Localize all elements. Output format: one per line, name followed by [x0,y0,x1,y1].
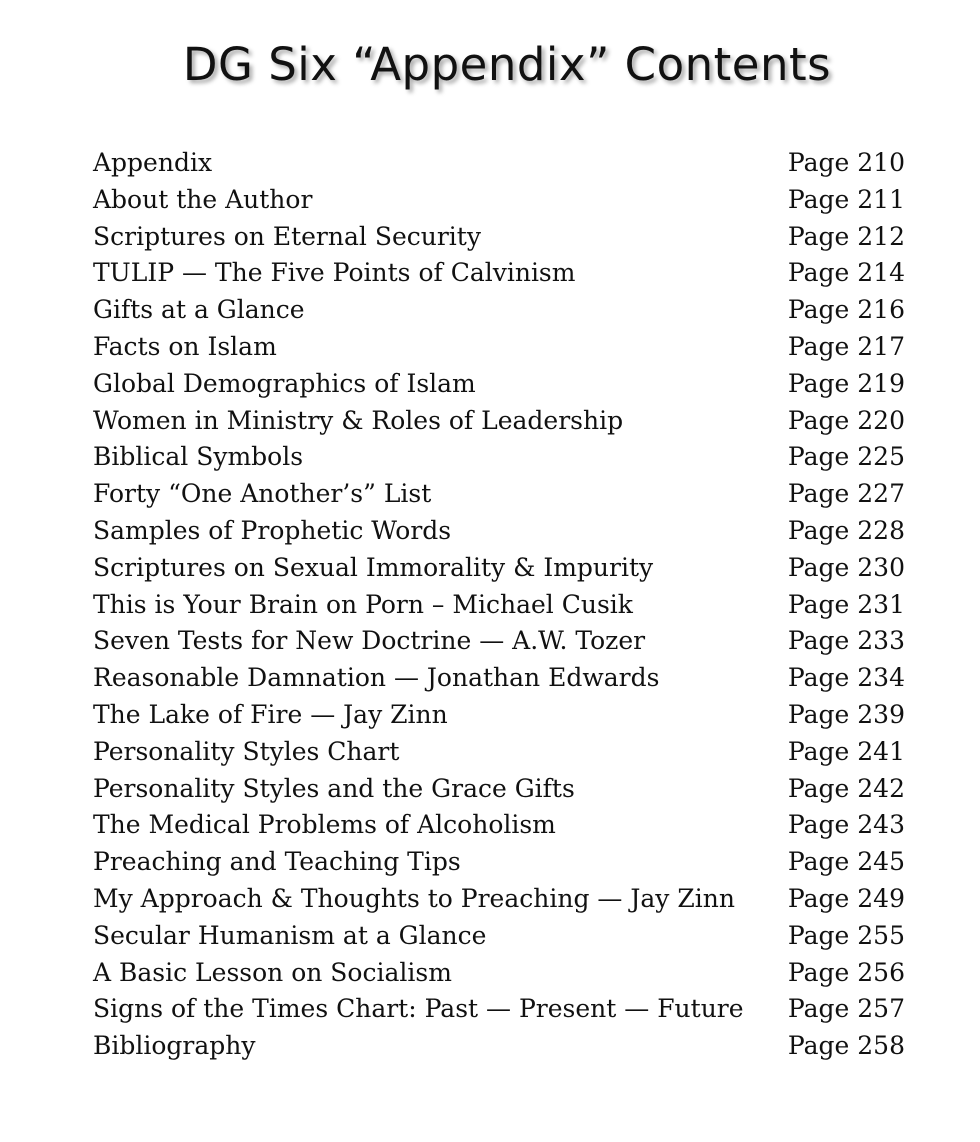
toc-entry-title: TULIP — The Five Points of Calvinism [93,258,576,288]
toc-entry-title: Secular Humanism at a Glance [93,920,487,950]
toc-entry [93,1028,905,1065]
toc-entry-page: Page 239 [787,699,905,729]
toc-entry-title: Women in Ministry & Roles of Leadership [93,405,624,435]
toc-entry-title: Scriptures on Eternal Security [93,221,481,251]
toc-entry [93,403,905,440]
toc-entry-title: Gifts at a Glance [93,295,305,325]
toc-entry-page: Page 255 [787,920,905,950]
toc-entry-page: Page 227 [787,479,905,509]
toc-entry [93,623,905,660]
toc-entry-page: Page 230 [787,552,905,582]
toc-entry-title: The Lake of Fire — Jay Zinn [93,699,448,729]
toc-entry-title: This is Your Brain on Porn – Michael Cusik [93,589,633,619]
toc-entry-title: Reasonable Damnation — Jonathan Edwards [93,663,660,693]
toc-entry-page: Page 211 [787,184,905,214]
toc-entry [93,219,905,256]
toc-entry [93,771,905,808]
toc-entry [93,881,905,918]
toc-entry [93,439,905,476]
toc-entry [93,255,905,292]
toc-entry [93,660,905,697]
toc-entry-title: Samples of Prophetic Words [93,515,452,545]
toc-entry-page: Page 228 [787,515,905,545]
toc-entry-title: Scriptures on Sexual Immorality & Impurity [93,552,654,582]
toc-entry-page: Page 257 [787,994,905,1024]
toc-entry [93,991,905,1028]
toc-entry-page: Page 210 [787,148,905,177]
toc-entry-page: Page 214 [787,258,905,288]
toc-entry [93,550,905,587]
toc-entry-page: Page 217 [787,331,905,361]
toc-entry [93,697,905,734]
toc-entry-title: Preaching and Teaching Tips [93,847,461,877]
toc-entry [93,807,905,844]
toc-entry-page: Page 233 [787,626,905,656]
toc-entry-title: The Medical Problems of Alcoholism [93,810,556,840]
toc-entry-page: Page 241 [787,736,905,766]
toc-entry [93,292,905,329]
toc-entry [93,918,905,955]
toc-entry-page: Page 234 [787,663,905,693]
toc-entry-page: Page 216 [787,295,905,325]
toc-entry-page: Page 212 [787,221,905,251]
toc-entry [93,366,905,403]
toc-entry-title: Forty “One Another’s” List [93,479,432,509]
toc-entry-title: Bibliography [93,1031,256,1061]
toc-entry-title: Global Demographics of Islam [93,368,476,398]
toc-entry-title: Signs of the Times Chart: Past — Present — Future [93,994,744,1024]
toc-entry-title: Appendix [93,148,213,177]
toc-entry-title: Biblical Symbols [93,442,304,472]
toc-entry-page: Page 258 [787,1031,905,1061]
toc-entry-title: My Approach & Thoughts to Preaching — Jay Zinn [93,883,735,913]
table-of-contents [93,145,905,1065]
toc-entry [93,844,905,881]
toc-entry [93,734,905,771]
toc-entry-page: Page 219 [787,368,905,398]
toc-entry-title: Personality Styles and the Grace Gifts [93,773,575,803]
toc-entry-title: Seven Tests for New Doctrine — A.W. Tozer [93,626,646,656]
toc-entry-page: Page 245 [787,847,905,877]
toc-entry-page: Page 231 [787,589,905,619]
toc-entry-page: Page 243 [787,810,905,840]
toc-entry [93,182,905,219]
toc-entry-page: Page 220 [787,405,905,435]
page-title: DG Six “Appendix” Contents [182,38,832,91]
toc-entry-page: Page 256 [787,957,905,987]
toc-entry-title: About the Author [93,184,313,214]
toc-entry [93,955,905,992]
toc-entry-page: Page 249 [787,883,905,913]
toc-entry-page: Page 242 [787,773,905,803]
toc-entry-page: Page 225 [787,442,905,472]
toc-entry [93,476,905,513]
toc-entry [93,513,905,550]
toc-entry [93,145,905,182]
toc-entry-title: A Basic Lesson on Socialism [93,957,452,987]
toc-entry [93,587,905,624]
toc-entry-title: Facts on Islam [93,331,277,361]
toc-entry [93,329,905,366]
toc-entry-title: Personality Styles Chart [93,736,400,766]
